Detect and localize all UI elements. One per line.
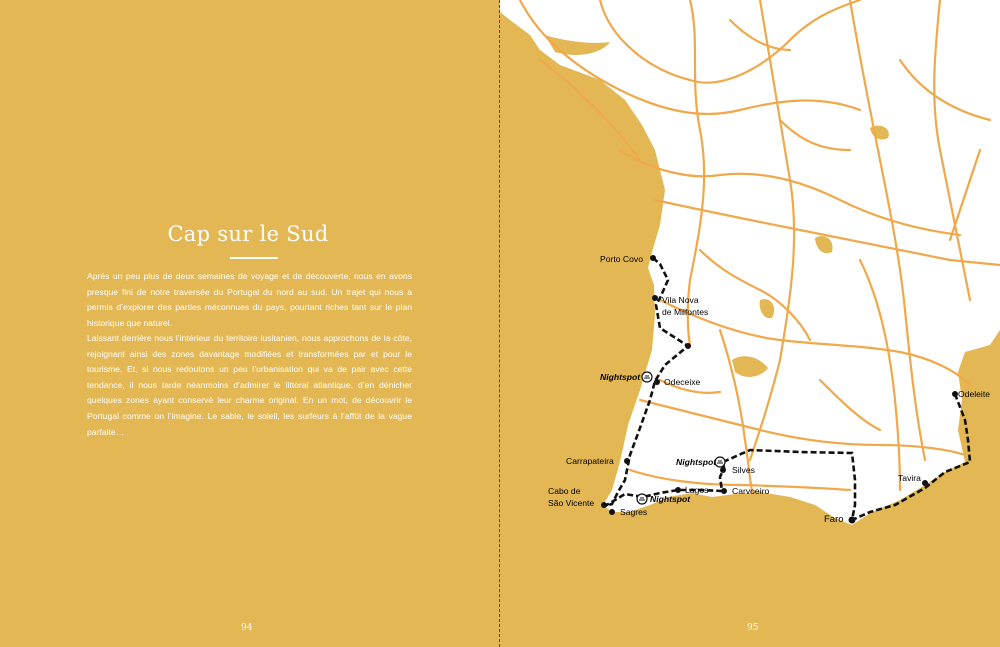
nightspot-label-odeceixe: Nightspot <box>600 372 641 382</box>
town-label-sagres: Sagres <box>620 507 648 517</box>
town-label-milfontes: de Milfontes <box>662 307 709 317</box>
nightspot-icon <box>637 494 647 504</box>
page-number-right: 95 <box>747 623 759 633</box>
nightspot-label-lagos: Nightspot <box>650 494 691 504</box>
town-label-odeleite: Odeleite <box>958 389 991 399</box>
town-label-lagos: Lagos <box>685 485 709 495</box>
town-label-vila-nova: Vila Nova <box>662 295 699 305</box>
page-title: Cap sur le Sud <box>167 222 329 246</box>
town-label-carrapateira: Carrapateira <box>566 456 614 466</box>
title-underline <box>230 257 278 259</box>
town-label-odeceixe: Odeceixe <box>664 377 701 387</box>
town-label-porto-covo: Porto Covo <box>600 254 643 264</box>
nightspot-icon <box>642 372 652 382</box>
intro-paragraph: Après un peu plus de deux semaines de voyage et de découverte, nous en avons presque fini de notre traversée du Portugal du nord au sud. Un trajet qui nous a permis d’explorer des parties méconnues du pays, pourtant riches tant sur le plan historique que naturel. <box>87 271 412 328</box>
town-label-carvoeiro: Carvoeiro <box>732 486 770 496</box>
town-label-cabo-de: Cabo de <box>548 486 581 496</box>
nightspot-icon <box>715 457 725 467</box>
page-number-left: 94 <box>241 623 253 633</box>
right-page <box>500 0 1000 647</box>
nightspot-label-silves: Nightspot <box>676 457 717 467</box>
town-label-silves: Silves <box>732 465 755 475</box>
body-paragraph: Laissant derrière nous l’intérieur du territoire lusitanien, nous approchons de la côte, rejoignant ainsi des zones davantage modifiées et transformées par et pour le tourisme. Et, si nous redoutons un peu l’urbanisation qui va de pair avec cette tendance, il nous tarde néanmoins d’admirer le littoral atlantique, d’en dénicher quelques zones ayant conservé leur charme original. En un mot, de découvrir le Portugal comme on l’imagine. Le sable, le soleil, les surfeurs à l’affût de la vague parfaite… <box>87 333 412 437</box>
town-label-sao-vicente: São Vicente <box>548 498 595 508</box>
town-label-tavira: Tavira <box>898 473 921 483</box>
town-label-faro: Faro <box>824 514 844 525</box>
route-map <box>500 0 1000 647</box>
